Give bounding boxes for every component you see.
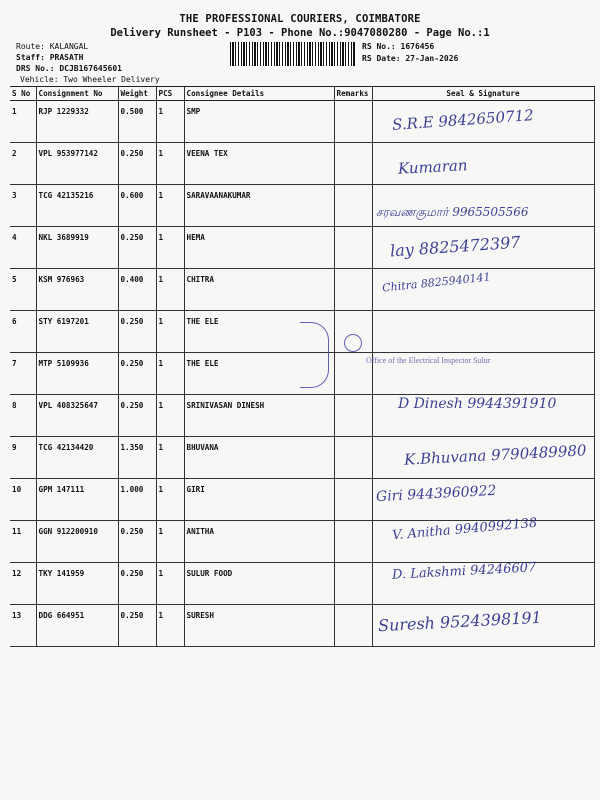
- signature-2: Kumaran: [397, 156, 468, 178]
- cell-weight: 0.250: [118, 353, 156, 395]
- cell-consignee: SMP: [184, 101, 334, 143]
- signature-13: Suresh 9524398191: [377, 607, 543, 636]
- table-row: [10, 143, 594, 185]
- cell-remarks: [334, 143, 372, 185]
- vehicle-label: Vehicle: Two Wheeler Delivery: [20, 75, 160, 84]
- cell-remarks: [334, 101, 372, 143]
- signature-5: Chitra 8825940141: [381, 270, 492, 295]
- cell-pcs: 1: [156, 353, 184, 395]
- cell-remarks: [334, 605, 372, 647]
- cell-consignment: DDG 664951: [36, 605, 118, 647]
- cell-pcs: 1: [156, 395, 184, 437]
- cell-consignment: TCG 42135216: [36, 185, 118, 227]
- col-pcs: PCS: [156, 87, 184, 101]
- signature-8: D Dinesh 9944391910: [398, 396, 557, 412]
- cell-consignee: SURESH: [184, 605, 334, 647]
- cell-consignee: THE ELE: [184, 353, 334, 395]
- cell-consignment: MTP 5109936: [36, 353, 118, 395]
- rs-number: RS No.: 1676456: [362, 42, 435, 51]
- cell-remarks: [334, 185, 372, 227]
- cell-weight: 0.400: [118, 269, 156, 311]
- cell-consignment: TCG 42134420: [36, 437, 118, 479]
- signature-12: D. Lakshmi 94246607: [391, 560, 537, 583]
- cell-pcs: 1: [156, 479, 184, 521]
- cell-consignment: GGN 912200910: [36, 521, 118, 563]
- signature-10: Giri 9443960922: [375, 482, 497, 506]
- cell-signature: [372, 311, 594, 353]
- cell-remarks: [334, 227, 372, 269]
- table-row: [10, 479, 594, 521]
- cell-weight: 0.500: [118, 101, 156, 143]
- cell-consignment: NKL 3689919: [36, 227, 118, 269]
- cell-weight: 0.250: [118, 143, 156, 185]
- cell-remarks: [334, 521, 372, 563]
- cell-sno: 4: [10, 227, 36, 269]
- stamp-seal: Office of the Electrical Inspector Sulur: [366, 356, 491, 365]
- signature-9: K.Bhuvana 9790489980: [403, 441, 587, 469]
- cell-sno: 6: [10, 311, 36, 353]
- cell-weight: 1.000: [118, 479, 156, 521]
- cell-sno: 3: [10, 185, 36, 227]
- cell-sno: 1: [10, 101, 36, 143]
- cell-weight: 1.350: [118, 437, 156, 479]
- cell-weight: 0.250: [118, 521, 156, 563]
- cell-remarks: [334, 437, 372, 479]
- signature-11: V. Anitha 9940992138: [391, 515, 538, 544]
- runsheet-subtitle: Delivery Runsheet - P103 - Phone No.:9047080280 - Page No.:1: [110, 27, 490, 39]
- cell-pcs: 1: [156, 269, 184, 311]
- cell-consignee: ANITHA: [184, 521, 334, 563]
- cell-sno: 7: [10, 353, 36, 395]
- col-weight: Weight: [118, 87, 156, 101]
- cell-pcs: 1: [156, 437, 184, 479]
- cell-weight: 0.250: [118, 227, 156, 269]
- cell-consignee: CHITRA: [184, 269, 334, 311]
- cell-sno: 12: [10, 563, 36, 605]
- cell-weight: 0.250: [118, 311, 156, 353]
- barcode-icon: [230, 42, 356, 66]
- cell-remarks: [334, 479, 372, 521]
- cell-pcs: 1: [156, 185, 184, 227]
- cell-weight: 0.250: [118, 563, 156, 605]
- table-row: [10, 269, 594, 311]
- cell-remarks: [334, 395, 372, 437]
- cell-pcs: 1: [156, 605, 184, 647]
- col-consignee: Consignee Details: [184, 87, 334, 101]
- pen-scribble-icon: [300, 322, 329, 388]
- cell-weight: 0.600: [118, 185, 156, 227]
- cell-consignment: GPM 147111: [36, 479, 118, 521]
- cell-consignment: VPL 953977142: [36, 143, 118, 185]
- cell-consignee: SARAVAANAKUMAR: [184, 185, 334, 227]
- cell-consignment: STY 6197201: [36, 311, 118, 353]
- col-consignment: Consignment No: [36, 87, 118, 101]
- cell-consignment: RJP 1229332: [36, 101, 118, 143]
- cell-weight: 0.250: [118, 605, 156, 647]
- route-label: Route: KALANGAL: [16, 42, 89, 51]
- stamp-circle-icon: [344, 334, 362, 352]
- cell-sno: 13: [10, 605, 36, 647]
- col-sno: S No: [10, 87, 36, 101]
- cell-pcs: 1: [156, 143, 184, 185]
- rs-date: RS Date: 27-Jan-2026: [362, 54, 459, 63]
- cell-sno: 8: [10, 395, 36, 437]
- cell-consignee: BHUVANA: [184, 437, 334, 479]
- cell-sno: 2: [10, 143, 36, 185]
- staff-label: Staff: PRASATH: [16, 53, 84, 62]
- cell-consignment: KSM 976963: [36, 269, 118, 311]
- cell-pcs: 1: [156, 227, 184, 269]
- cell-consignee: GIRI: [184, 479, 334, 521]
- cell-consignee: SULUR FOOD: [184, 563, 334, 605]
- col-remarks: Remarks: [334, 87, 372, 101]
- cell-sno: 5: [10, 269, 36, 311]
- cell-sno: 11: [10, 521, 36, 563]
- cell-consignment: TKY 141959: [36, 563, 118, 605]
- cell-pcs: 1: [156, 311, 184, 353]
- cell-consignee: HEMA: [184, 227, 334, 269]
- cell-remarks: [334, 269, 372, 311]
- col-signature: Seal & Signature: [372, 87, 594, 101]
- cell-consignee: THE ELE: [184, 311, 334, 353]
- cell-pcs: 1: [156, 101, 184, 143]
- cell-pcs: 1: [156, 521, 184, 563]
- cell-weight: 0.250: [118, 395, 156, 437]
- signature-3: சரவணகுமார் 9965505566: [376, 205, 529, 219]
- signature-1: S.R.E 9842650712: [391, 106, 535, 134]
- drs-number: DRS No.: DCJB167645601: [16, 64, 122, 73]
- cell-consignment: VPL 408325647: [36, 395, 118, 437]
- cell-sno: 9: [10, 437, 36, 479]
- cell-consignee: SRINIVASAN DINESH: [184, 395, 334, 437]
- cell-consignee: VEENA TEX: [184, 143, 334, 185]
- cell-pcs: 1: [156, 563, 184, 605]
- table-header-row: [10, 87, 594, 101]
- company-title: THE PROFESSIONAL COURIERS, COIMBATORE: [179, 13, 421, 25]
- signature-4: lay 8825472397: [389, 232, 522, 261]
- cell-sno: 10: [10, 479, 36, 521]
- cell-remarks: [334, 563, 372, 605]
